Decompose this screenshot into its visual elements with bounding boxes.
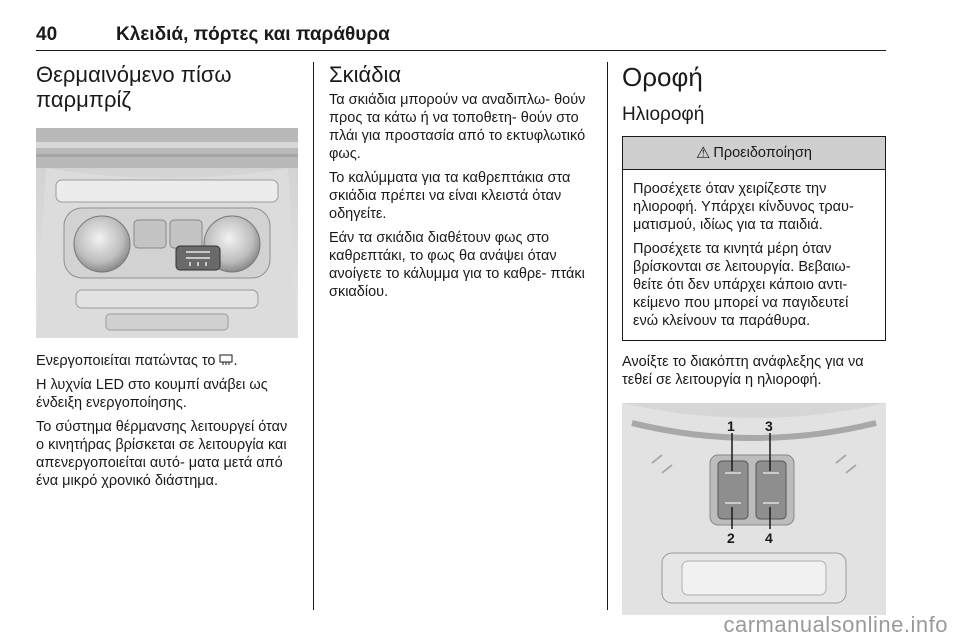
column-divider [313,62,314,610]
warning-paragraph: Προσέχετε όταν χειρίζεστε την ηλιοροφή. Υπάρχει κίνδυνος τραυ- ματισμού, ιδίως για τα παιδιά. [633,181,854,233]
figure-label: 3 [765,418,773,434]
heading-line: Θερμαινόμενο πίσω [36,62,232,87]
rear-defrost-icon [219,354,233,366]
warning-triangle-icon: ⚠ [696,145,711,162]
climate-panel-photo [36,128,298,338]
warning-paragraph: Προσέχετε τα κινητά μέρη όταν βρίσκονται σε λειτουργία. Βεβαιω- θείτε ότι δεν υπάρχει κάποιο αντι- κείμενο που μπορεί να παγιδευτεί ενώ κλείνουν τα παράθυρα. [633,241,851,329]
figure-label: 4 [765,530,773,546]
subheading-sunroof: Ηλιοροφή [622,104,705,125]
figure-sunroof-switches [622,403,886,615]
warning-box [622,136,886,341]
column-roof [622,62,886,615]
header-title: Κλειδιά, πόρτες και παράθυρα [116,24,390,45]
section-heading-roof: Οροφή [622,62,703,92]
column-divider [607,62,608,610]
warning-body [623,170,885,340]
paragraph: Εάν τα σκιάδια διαθέτουν φως στο καθρεπτάκι, το φως θα ανάψει όταν ανοίγετε το κάλυμμα για το καθρε- πτάκι σκιαδίου. [329,230,585,300]
paragraph: Ενεργοποιείται πατώντας το . [36,353,238,369]
figure-label: 2 [727,530,735,546]
figure-climate-panel [36,128,298,338]
section-heading-heated-rear-window [36,62,298,112]
page-header [36,24,886,51]
warning-title: Προειδοποίηση [713,145,812,161]
heading-line: παρμπρίζ [36,87,132,112]
paragraph: Η λυχνία LED στο κουμπί ανάβει ως ένδειξη ενεργοποίησης. [36,377,268,411]
paragraph: Τα σκιάδια μπορούν να αναδιπλω- θούν προς τα κάτω ή να τοποθετη- θούν στο πλάι για προστασία από το εκτυφλωτικό φως. [329,92,586,162]
watermark: carmanualsonline.info [723,612,948,637]
section-heading-sun-visors: Σκιάδια [329,62,402,87]
page-number: 40 [36,24,58,45]
paragraph: Το σύστημα θέρμανσης λειτουργεί όταν ο κινητήρας βρίσκεται σε λειτουργία και απενεργοποιείται αυτό- ματα μετά από ένα μικρό χρονικό διάστημα. [36,419,288,489]
figure-label: 1 [727,418,735,434]
column-rear-window [36,62,298,490]
paragraph: Ανοίξτε το διακόπτη ανάφλεξης για να τεθεί σε λειτουργία η ηλιοροφή. [622,354,864,388]
sunroof-switch-photo [622,403,886,615]
warning-header [623,137,885,170]
paragraph: Το καλύμματα για τα καθρεπτάκια στα σκιάδια πρέπει να είναι κλειστά όταν οδηγείτε. [329,170,571,222]
column-sun-visors [329,62,593,301]
